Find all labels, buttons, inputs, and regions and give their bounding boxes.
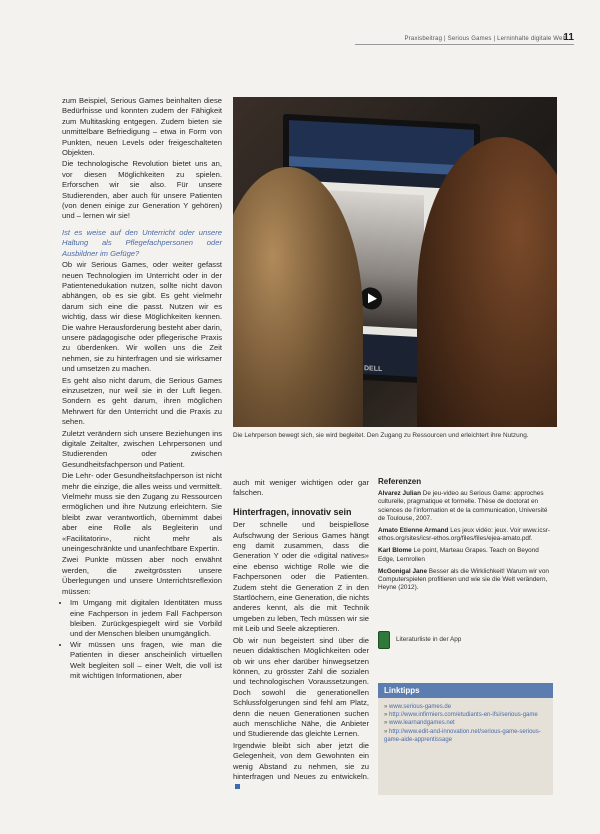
app-note: [378, 631, 553, 651]
paragraph: Zuletzt verändern sich unsere Beziehungen ins digitale Zeitalter, zwischen Lehrpersonen und Studierenden oder zwischen Gesundheitsfachperson und Patient.: [62, 428, 222, 469]
paragraph: [233, 741, 369, 793]
bullet-list: [62, 598, 222, 681]
reference-text: Le point, Marteau Grapes. Teach on Beyond Edge, Lernrollen: [378, 547, 539, 563]
page-number: 11: [563, 32, 574, 43]
paragraph: Der schnelle und beispiellose Aufschwung der Serious Games hängt eng damit zusammen, dass die Generation Y oder die «digital natives» eine ebenso wichtige Rolle wie die Fachpersonen oder die Patienten. Zudem steht die Generation Z in den Startlöchern, eine Generation, die nichts anderes kennt, als die mit Technik umgeben zu leben, Tech müssen wir sie mit Leib und Seele akzeptieren.: [233, 520, 369, 634]
paragraph: zum Beispiel, Serious Games beinhalten diese Bedürfnisse und konnten zudem der Fähigkeit zum Multitasking entgegen. Zudem bieten sie unmittelbare Befriedigung – etwa in Form von Punkten, neuen Levels oder freigeschalteten Objekten.: [62, 96, 222, 158]
reference-item: [378, 568, 553, 593]
link-item[interactable]: » www.learnandgames.net: [384, 719, 547, 727]
reference-text: Les jeux vidéo: jeux. Voir www.icsr-ethos.org/sites/icsr-ethos.org/files/files/ejea-amato.pdf.: [378, 527, 551, 543]
paragraph: Zwei Punkte müssen aber noch erwähnt werden, die zweitgrössten unsere Überlegungen und unsere Unterrichtsreflexion müssen:: [62, 555, 222, 596]
photo-caption: Die Lehrperson bewegt sich, sie wird begleitet. Den Zugang zu Ressourcen und erleichtert ihre Nutzung.: [233, 432, 529, 439]
paragraph: Die Lehr- oder Gesundheitsfachperson ist nicht mehr die einzige, die alles weiss und vermittelt. Vielmehr muss sie den Zugang zu Ressourcen ermöglichen und ihre Nutzung erleichtern. Sie bleibt zwar verantwortlich, übernimmt dabei aber eine Rolle als Begleiterin und «Facilitatorin», nicht mehr als uneingeschränkte und unanfechtbare Expertin.: [62, 471, 222, 554]
reference-text: De jeu-video au Serious Game: approches culturelle, pragmatique et formelle. Thèse de doctorat en sciences de l’information et de la communication, Université de Toulouse, 2007.: [378, 490, 548, 522]
section-heading: Hinterfragen, innovativ sein: [233, 506, 352, 517]
reference-item: [378, 490, 553, 523]
column-1: [62, 96, 222, 681]
linktipps-title: Linktipps: [378, 683, 553, 698]
link-list: [378, 703, 553, 744]
paragraph: Es geht also nicht darum, die Serious Games einzusetzen, nur weil sie in der Luft liegen. Sondern es geht darum, ihren möglichen Mehrwert für den Unterricht und die Praxis zu sehen.: [62, 375, 222, 427]
list-item: • Wir müssen uns fragen, wie man die Patienten in dieser anscheinlich virtuellen Welt begleiten soll – einer Welt, die voll ist mit wichtigen Informationen, aber: [70, 640, 222, 682]
paragraph: Die technologische Revolution bietet uns an, vor diesen Möglichkeiten zu spielen. Erforschen wir sie also. Für unsere Studierenden, aber auch für unsere Patienten (von denen einige zur Generation Y gehören) und – lernen wir sie!: [62, 159, 222, 221]
smartphone-icon: [378, 631, 390, 649]
classroom-photo: [233, 97, 557, 427]
header-rule: [355, 44, 574, 45]
list-item: • Im Umgang mit digitalen Identitäten muss eine Fachperson in jedem Fall Fachperson bleiben. Zurückgespiegelt wird sie Vorbild und der Menschen bleiben unumgänglich.: [70, 598, 222, 640]
link-item[interactable]: » http://www.edit-and-innovation.net/serious-game-serious-game-aide-apprentissage: [384, 728, 547, 744]
play-icon: [360, 287, 382, 310]
end-mark-icon: [235, 784, 240, 789]
monitor-brand: DELL: [364, 365, 383, 374]
reference-item: [378, 527, 553, 543]
reference-author: Karl Blome: [378, 547, 412, 555]
paragraph: Ob wir nun begeistert sind über die neuen didaktischen Möglichkeiten oder ob wir uns eher darüber hinwegsetzen können, zu grösster Zahl die sozialen und technologischen Voraussetzungen. Doch sowohl die generationellen Schlussfolgerungen sind fehl am Platz, denn die neuen Generationen suchen auch menschliche Nähe, die Anbieter und Studierende das gleichte Lernen.: [233, 635, 369, 739]
paragraph-text: Irgendwie bleibt sich aber jetzt die Gelegenheit, von dem Gewohnten ein wenig Abstand zu nehmen, sie zu hinterfragen und Neues zu entwickeln.: [233, 740, 369, 781]
reference-item: [378, 547, 553, 563]
reference-text: Besser als die Wirklichkeit! Warum wir von Computerspielen profitieren und wie sie die Welt verändern, Heyne (2012).: [378, 567, 549, 592]
references-column: [378, 478, 553, 596]
column-2: [233, 478, 369, 794]
reference-author: Amato Etienne Armand: [378, 527, 449, 535]
app-note-text: Literaturliste in der App: [396, 636, 462, 643]
question-subhead: Ist es weise auf den Unterricht oder unsere Haltung als Pflegefachpersonen oder Ausbildner im Gefüge?: [62, 227, 222, 258]
reference-author: Alvarez Julian: [378, 490, 421, 498]
paragraph: Ob wir Serious Games, oder weiter gefasst neuen Technologien im Unterricht oder in der Patientenedukation nutzen, sollte nicht davon abhängen, ob es sie gibt. Es geht vielmehr darum sich eine die passt. Nutzen wir es wichtig, dass wir diese Möglichkeiten kennen. Die wahre Herausforderung besteht aber darin, unsere pädagogische oder pflegerische Praxis zu überdenken. Wir wollen uns die Zeit nehmen, sie zu hinterfragen und sie wirksamer und umsetzen zu machen.: [62, 260, 222, 374]
references-title: Referenzen: [378, 477, 422, 486]
paragraph: auch mit weniger wichtigen oder gar falschen.: [233, 478, 369, 498]
linktipps-box: [378, 683, 553, 795]
running-title: Praxisbeitrag | Serious Games | Lerninhalte digitale Welt: [404, 36, 566, 42]
link-item[interactable]: » http://www.infirmiers.com/etudiants-en-ifsi/serious-game: [384, 711, 547, 719]
reference-author: McGonigal Jane: [378, 567, 428, 575]
link-item[interactable]: » www.serious-games.de: [384, 703, 547, 711]
